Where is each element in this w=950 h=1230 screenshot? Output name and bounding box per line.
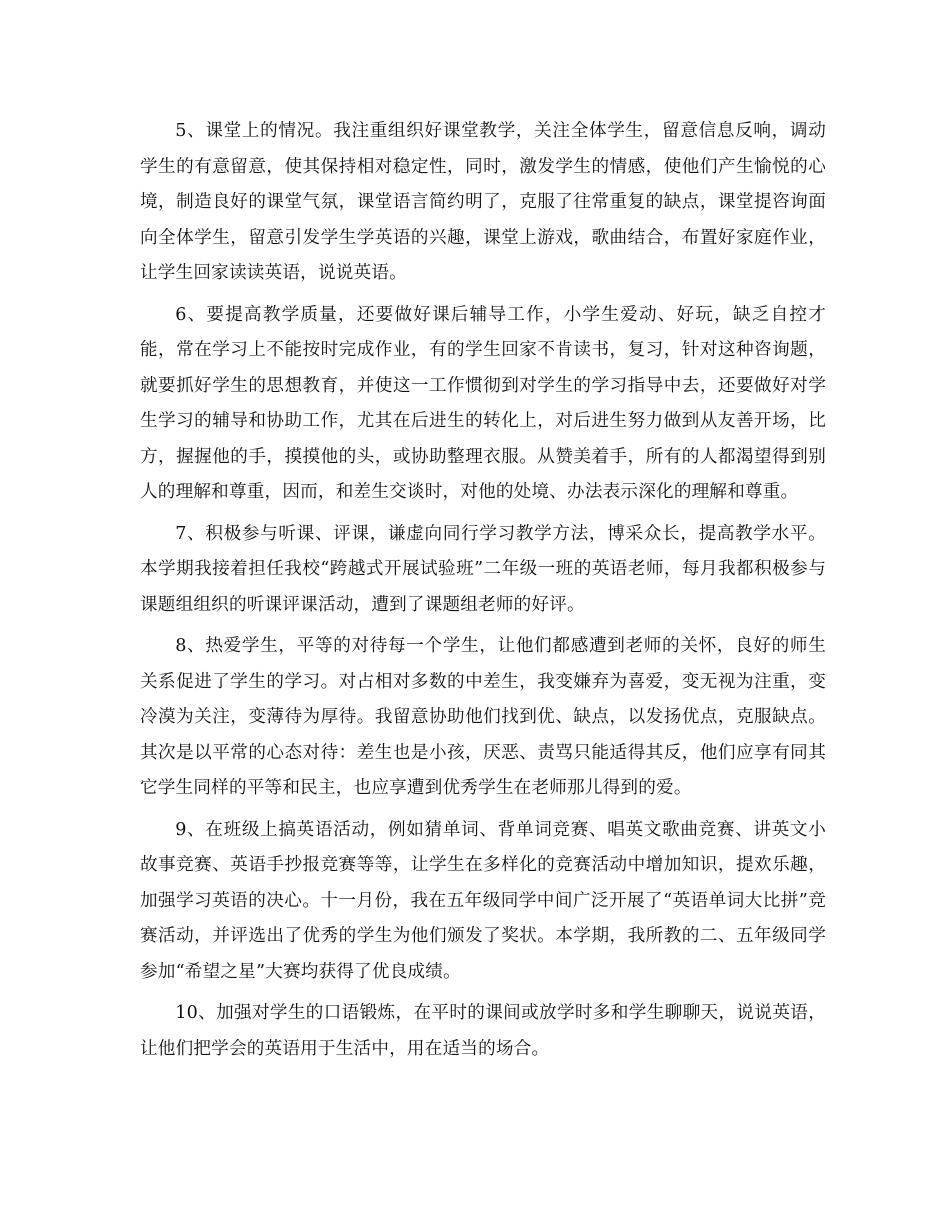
paragraph-9: 9、在班级上搞英语活动，例如猜单词、背单词竞赛、唱英文歌曲竞赛、讲英文小故事竞赛、英语手抄报竞赛等等，让学生在多样化的竞赛活动中增加知识，提欢乐趣，加强学习英语的决心。十一月份，我在五年级同学中间广泛开展了“英语单词大比拼”竞赛活动，并评选出了优秀的学生为他们颁发了奖状。本学期，我所教的二、五年级同学参加“希望之星”大赛均获得了优良成绩。 [140,819,826,982]
paragraph-6: 6、要提高教学质量，还要做好课后辅导工作，小学生爱动、好玩，缺乏自控才能，常在学习上不能按时完成作业，有的学生回家不肯读书，复习，针对这种咨询题，就要抓好学生的思想教育，并使这一工作惯彻到对学生的学习指导中去，还要做好对学生学习的辅导和协助工作，尤其在后进生的转化上，对后进生努力做到从友善开场，比方，握握他的手，摸摸他的头，或协助整理衣服。从赞美着手，所有的人都渴望得到别人的理解和尊重，因而，和差生交谈时，对他的处境、办法表示深化的理解和尊重。 [140,304,826,502]
paragraph-5: 5、课堂上的情况。我注重组织好课堂教学，关注全体学生，留意信息反响，调动学生的有意留意，使其保持相对稳定性，同时，激发学生的情感，使他们产生愉悦的心境，制造良好的课堂气氛，课堂语言简约明了，克服了往常重复的缺点，课堂提咨询面向全体学生，留意引发学生学英语的兴趣，课堂上游戏，歌曲结合，布置好家庭作业，让学生回家读读英语，说说英语。 [140,121,826,283]
paragraph-10: 10、加强对学生的口语锻炼，在平时的课间或放学时多和学生聊聊天，说说英语，让他们把学会的英语用于生活中，用在适当的场合。 [140,1003,826,1059]
paragraph-7: 7、积极参与听课、评课，谦虚向同行学习教学方法，博采众长，提高教学水平。本学期我接着担任我校“跨越式开展试验班”二年级一班的英语老师，每月我都积极参与课题组组织的听课评课活动，遭到了课题组老师的好评。 [140,523,826,615]
paragraph-8: 8、热爱学生，平等的对待每一个学生，让他们都感遭到老师的关怀，良好的师生关系促进了学生的学习。对占相对多数的中差生，我变嫌弃为喜爱，变无视为注重，变冷漠为关注，变薄待为厚待。我留意协助他们找到优、缺点，以发扬优点，克服缺点。其次是以平常的心态对待：差生也是小孩，厌恶、责骂只能适得其反，他们应享有同其它学生同样的平等和民主，也应享遭到优秀学生在老师那儿得到的爱。 [140,636,826,798]
